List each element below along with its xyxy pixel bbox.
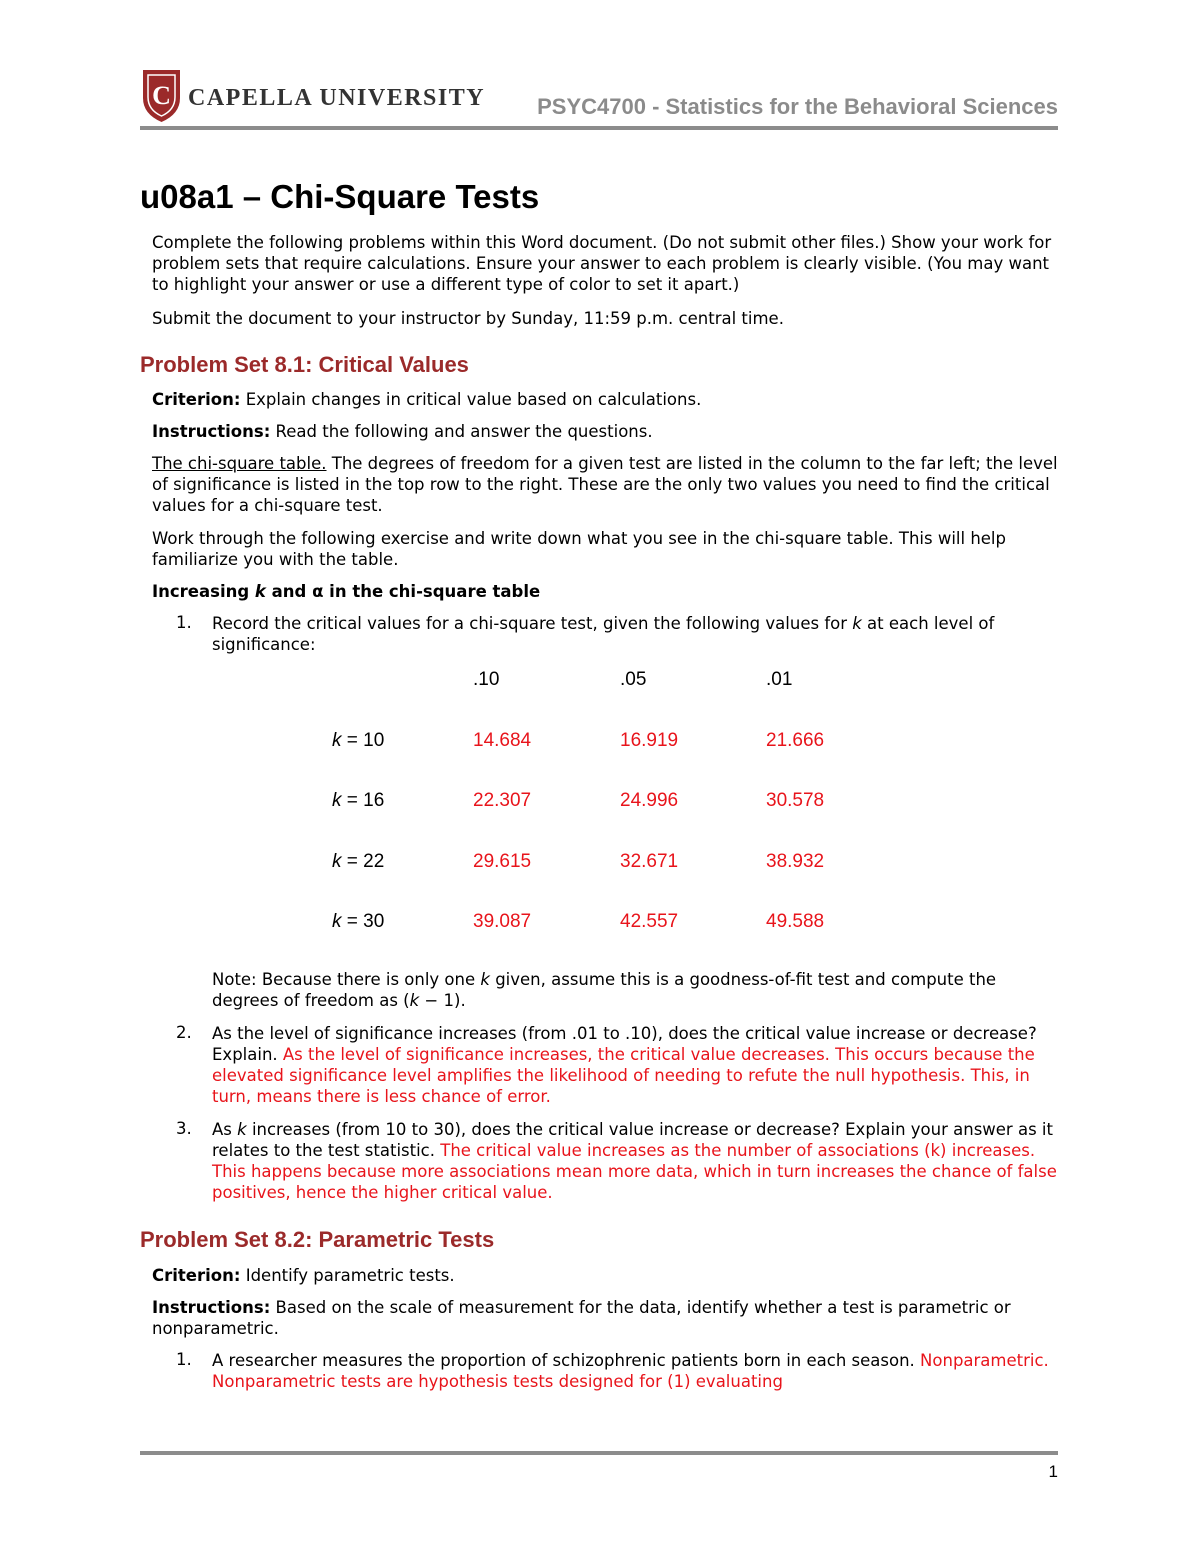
ps2-q1-number: 1. (176, 1350, 192, 1369)
k-symbol: k (332, 790, 342, 811)
note-part: − 1). (419, 991, 466, 1010)
instructions-text: Read the following and answer the questions. (270, 422, 653, 441)
page-number: 1 (1048, 1462, 1058, 1481)
q1-part: Record the critical values for a chi-square test, given the following values for (212, 614, 853, 633)
ps2-q1-question: A researcher measures the proportion of schizophrenic patients born in each season. (212, 1351, 921, 1370)
table-cell: 24.996 (620, 790, 679, 811)
criterion-label: Criterion: (152, 1266, 241, 1285)
ps1-heading: Problem Set 8.1: Critical Values (140, 352, 469, 377)
table-cell: 14.684 (473, 730, 532, 751)
row-label (332, 790, 384, 812)
q3-part: As (212, 1120, 238, 1139)
capella-logo (140, 68, 486, 124)
chi-square-table-link[interactable]: The chi-square table. (152, 454, 327, 473)
ps1-instructions (152, 421, 1058, 442)
q3-answer: The critical value increases as the number of associations (k) increases. This happens because more associations mean more data, which in turn increases the chance of false positives, hence the higher critical value. (212, 1141, 1057, 1202)
note-part: given, assume this is a goodness-of-fit test and compute the degrees of freedom as ( (212, 970, 997, 1010)
table-cell: 30.578 (766, 790, 825, 811)
table-description: The degrees of freedom for a given test are listed in the column to the far left; the level of significance is listed in the top row to the right. These are the only two values you need to find the critical values for a chi-square test. (152, 454, 1058, 515)
k-symbol: k (332, 730, 342, 751)
row-label (332, 911, 384, 933)
subheading-text: Increasing (152, 582, 255, 601)
table-cell: 32.671 (620, 851, 679, 872)
column-header: .01 (766, 669, 793, 690)
k-symbol: k (852, 614, 862, 633)
q3-number: 3. (176, 1119, 192, 1138)
k-symbol: k (237, 1120, 247, 1139)
table-cell: 22.307 (473, 790, 532, 811)
footer-divider (140, 1451, 1058, 1455)
shield-icon (140, 68, 486, 124)
criterion-text: Explain changes in critical value based on calculations. (240, 390, 702, 409)
ps2-heading: Problem Set 8.2: Parametric Tests (140, 1227, 495, 1252)
k-symbol: k (332, 851, 342, 872)
criterion-text: Identify parametric tests. (240, 1266, 455, 1285)
instructions-text: Based on the scale of measurement for the data, identify whether a test is parametric or nonparametric. (152, 1298, 1011, 1338)
chi-square-table-paragraph (152, 453, 1058, 516)
page-title: u08a1 – Chi-Square Tests (140, 178, 540, 215)
q2-text (212, 1023, 1058, 1107)
q1-part: at each level of significance: (212, 614, 995, 654)
k-symbol: k (409, 991, 420, 1010)
k-symbol: k (254, 582, 266, 601)
table-cell: 29.615 (473, 851, 532, 872)
column-header: .05 (620, 669, 647, 690)
course-title: PSYC4700 - Statistics for the Behavioral Sciences (537, 94, 1058, 119)
submit-paragraph: Submit the document to your instructor by Sunday, 11:59 p.m. central time. (152, 309, 784, 328)
q2-number: 2. (176, 1023, 192, 1042)
intro-paragraph: Complete the following problems within this Word document. (Do not submit other files.) Show your work for problem sets that require calculations. Ensure your answer to each problem is clearly visible. (You may want to highlight your answer or use a different type of color to set it apart.) (152, 233, 1052, 294)
df-note (212, 969, 1058, 1011)
subheading-text: in the chi-square table (323, 582, 541, 601)
k-symbol: k (480, 970, 490, 989)
alpha-symbol: α (312, 582, 324, 601)
k-value: = 10 (341, 730, 385, 751)
criterion-label: Criterion: (152, 390, 241, 409)
subheading (152, 581, 1058, 602)
ps2-q1-text (212, 1350, 1058, 1392)
header-divider (140, 126, 1058, 130)
instructions-label: Instructions: (152, 422, 271, 441)
q2-answer: As the level of significance increases, the critical value decreases. This occurs because the elevated significance level amplifies the likelihood of needing to refute the null hypothesis. This, in turn, means there is less chance of error. (212, 1045, 1035, 1106)
row-label (332, 730, 384, 752)
q3-part: increases (from 10 to 30), does the critical value increase or decrease? Explain your answer as it relates to the test statistic. (212, 1120, 1053, 1160)
table-cell: 16.919 (620, 730, 679, 751)
ps2-q1-answer: Nonparametric. Nonparametric tests are hypothesis tests designed for (1) evaluating (212, 1351, 1049, 1391)
svg-text:CAPELLA UNIVERSITY: CAPELLA UNIVERSITY (188, 85, 486, 111)
table-cell: 42.557 (620, 911, 679, 932)
subheading-text: and (265, 582, 313, 601)
instructions-label: Instructions: (152, 1298, 271, 1317)
k-value: = 30 (341, 911, 385, 932)
k-symbol: k (332, 911, 342, 932)
q1-number: 1. (176, 613, 192, 632)
table-cell: 21.666 (766, 730, 825, 751)
table-cell: 39.087 (473, 911, 532, 932)
work-paragraph: Work through the following exercise and write down what you see in the chi-square table. This will help familiarize you with the table. (152, 529, 1006, 569)
k-value: = 16 (341, 790, 385, 811)
column-header: .10 (473, 669, 500, 690)
note-part: Note: Because there is only one (212, 970, 481, 989)
table-cell: 38.932 (766, 851, 825, 872)
k-value: = 22 (341, 851, 385, 872)
svg-text:C: C (152, 81, 171, 110)
table-cell: 49.588 (766, 911, 825, 932)
ps1-criterion (152, 389, 1058, 410)
q1-text (212, 613, 1058, 655)
row-label (332, 851, 384, 873)
q2-question: As the level of significance increases (from .01 to .10), does the critical value increase or decrease? Explain. (212, 1024, 1037, 1064)
ps2-instructions (152, 1297, 1058, 1339)
ps2-criterion (152, 1265, 1058, 1286)
q3-text (212, 1119, 1058, 1203)
